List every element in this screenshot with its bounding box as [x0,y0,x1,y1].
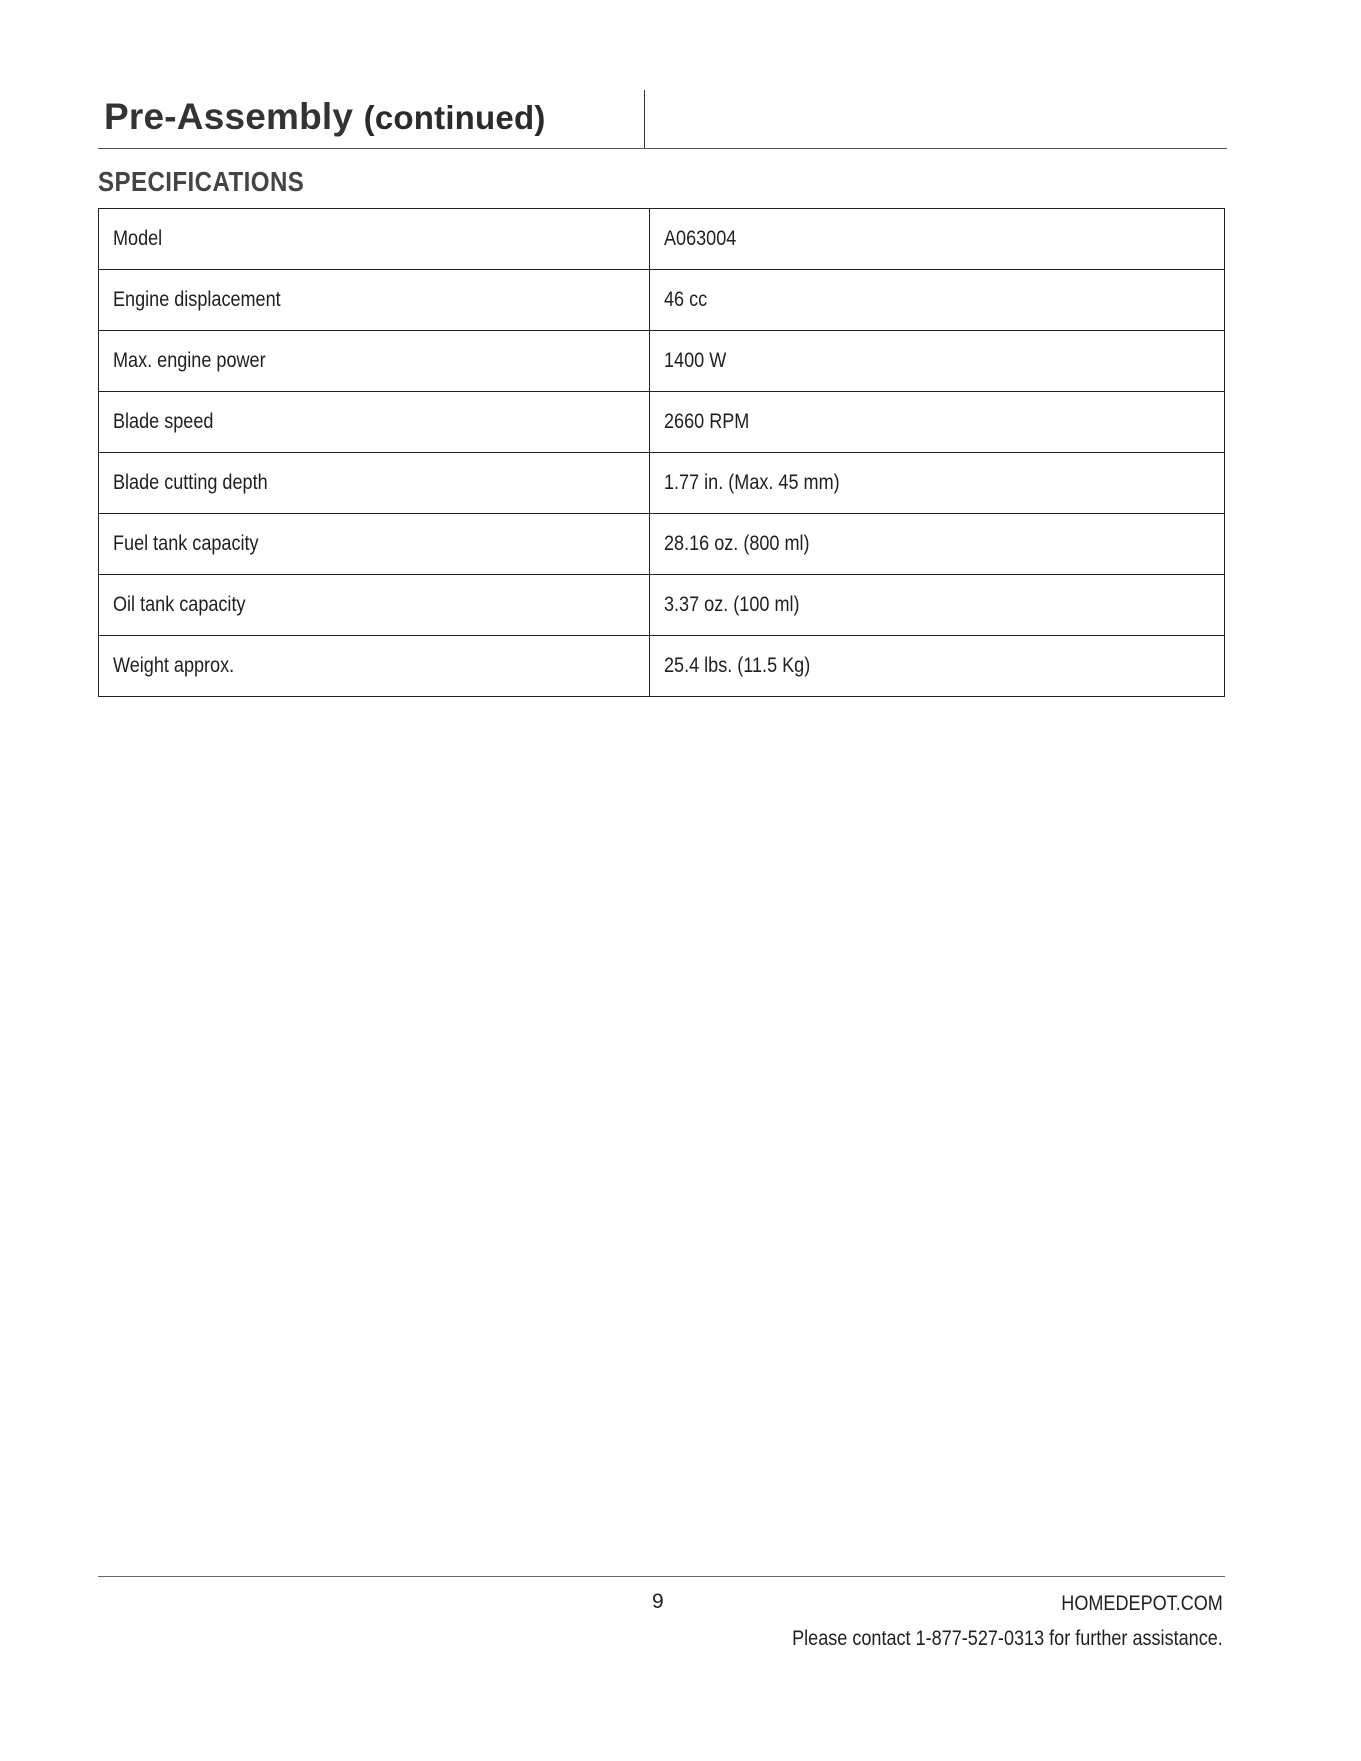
spec-label: Fuel tank capacity [99,514,650,575]
spec-label: Blade speed [99,392,650,453]
table-row [99,575,1225,636]
spec-label: Max. engine power [99,331,650,392]
header-divider [644,90,645,149]
spec-label: Engine displacement [99,270,650,331]
specifications-table [98,208,1225,697]
spec-label: Weight approx. [99,636,650,697]
page-title [104,96,546,138]
table-row [99,270,1225,331]
table-row [99,209,1225,270]
table-row [99,331,1225,392]
spec-label: Blade cutting depth [99,453,650,514]
spec-value: 3.37 oz. (100 ml) [650,575,1225,636]
spec-value: 1400 W [650,331,1225,392]
spec-value: 46 cc [650,270,1225,331]
table-row [99,453,1225,514]
page-title-main: Pre-Assembly [104,96,354,137]
section-title: SPECIFICATIONS [98,166,305,197]
spec-value: A063004 [650,209,1225,270]
spec-value: 28.16 oz. (800 ml) [650,514,1225,575]
spec-value: 25.4 lbs. (11.5 Kg) [650,636,1225,697]
footer-rule [98,1576,1225,1577]
spec-value: 1.77 in. (Max. 45 mm) [650,453,1225,514]
header-rule [98,148,1227,149]
spec-label: Model [99,209,650,270]
table-row [99,636,1225,697]
spec-label: Oil tank capacity [99,575,650,636]
table-row [99,514,1225,575]
page-title-suffix: (continued) [363,99,546,136]
page-number: 9 [652,1590,664,1613]
table-row [99,392,1225,453]
contact-info: Please contact 1-877-527-0313 for further assistance. [792,1627,1223,1650]
spec-value: 2660 RPM [650,392,1225,453]
site-url: HOMEDEPOT.COM [1061,1592,1223,1615]
